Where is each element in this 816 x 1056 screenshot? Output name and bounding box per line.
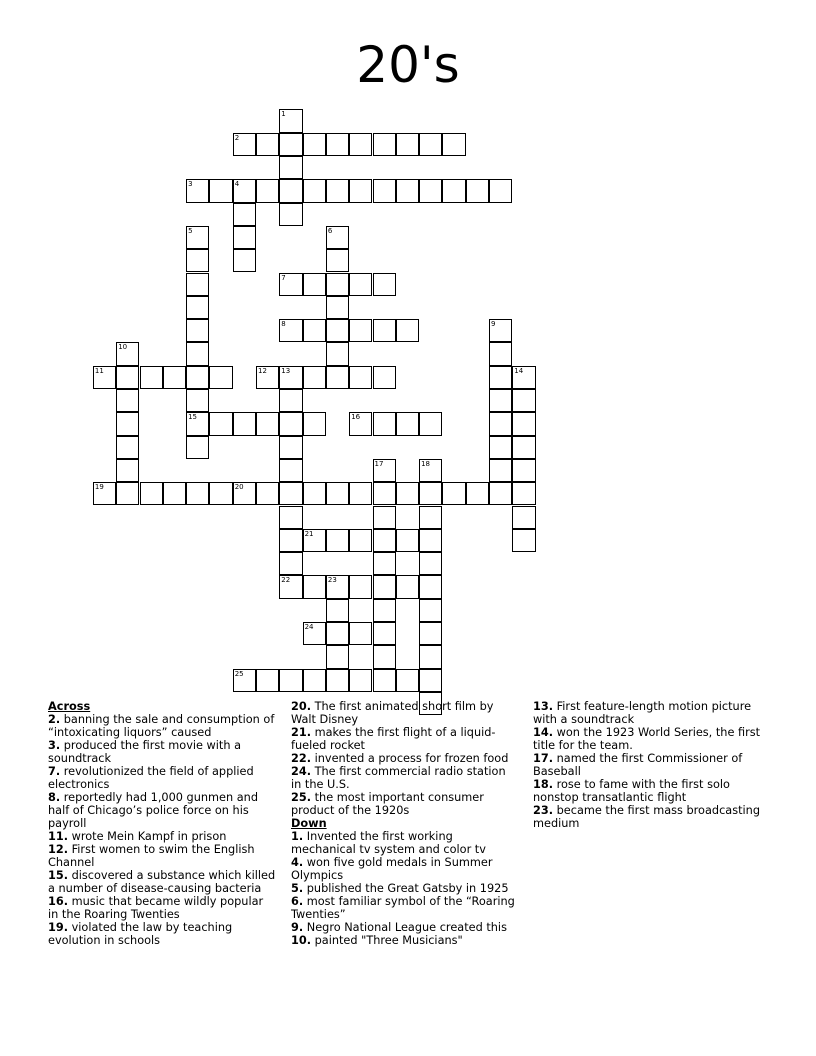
grid-cell[interactable]	[419, 622, 442, 645]
clue-number: 15	[188, 413, 198, 422]
grid-cell[interactable]	[373, 412, 396, 435]
grid-cell[interactable]	[209, 366, 232, 389]
grid-cell[interactable]	[349, 575, 372, 598]
clue-number: 25	[234, 669, 244, 678]
grid-cell[interactable]	[373, 669, 396, 692]
grid-cell[interactable]	[349, 622, 372, 645]
grid-cell[interactable]	[326, 179, 349, 202]
clue-number: 17	[374, 459, 384, 468]
grid-cell[interactable]	[279, 529, 302, 552]
puzzle-title: 20's	[356, 36, 460, 94]
clue-number: 9	[491, 320, 496, 329]
grid-cell[interactable]	[373, 575, 396, 598]
clue-number: 13	[281, 366, 291, 375]
grid-cell[interactable]	[326, 342, 349, 365]
across-heading: Across	[48, 700, 91, 713]
grid-cell[interactable]	[349, 133, 372, 156]
grid-cell[interactable]	[279, 436, 302, 459]
grid-cell[interactable]	[209, 412, 232, 435]
grid-cell[interactable]	[326, 273, 349, 296]
grid-cell[interactable]	[489, 436, 512, 459]
grid-cell[interactable]	[489, 342, 512, 365]
clue-number: 6	[327, 226, 333, 235]
grid-cell[interactable]	[279, 669, 302, 692]
grid-cell[interactable]	[349, 669, 372, 692]
clue-across-7: 7. revolutionized the field of applied electronics	[48, 765, 254, 791]
grid-cell[interactable]	[373, 179, 396, 202]
grid-cell[interactable]	[326, 366, 349, 389]
clue-across-12: 12. First women to swim the English Channel	[48, 843, 255, 869]
grid-cell[interactable]	[256, 179, 279, 202]
grid-cell[interactable]	[466, 482, 489, 505]
grid-cell[interactable]	[116, 482, 139, 505]
clue-across-19: 19. violated the law by teaching evolution in schools	[48, 921, 233, 947]
grid-cell[interactable]	[163, 366, 186, 389]
grid-cell[interactable]	[303, 412, 326, 435]
grid-cell[interactable]	[279, 575, 302, 598]
grid-cell[interactable]	[256, 482, 279, 505]
clue-number: 18	[421, 459, 431, 468]
clue-number: 19	[94, 483, 104, 492]
grid-cell[interactable]	[116, 459, 139, 482]
grid-cell[interactable]	[326, 622, 349, 645]
grid-cell[interactable]	[419, 459, 442, 482]
grid-cell[interactable]	[466, 179, 489, 202]
grid-cell[interactable]	[373, 529, 396, 552]
grid-cell[interactable]	[326, 249, 349, 272]
grid-cell[interactable]	[419, 669, 442, 692]
grid-cell[interactable]	[442, 482, 465, 505]
grid-cell[interactable]	[116, 342, 139, 365]
clue-number: 11	[94, 366, 104, 375]
clue-down-4: 4. won five gold medals in Summer Olympics	[291, 856, 493, 882]
grid-cell[interactable]	[186, 342, 209, 365]
clue-down-9: 9. Negro National League created this	[291, 921, 507, 934]
clue-across-21: 21. makes the first flight of a liquid-fueled rocket	[291, 726, 496, 752]
grid-cell[interactable]	[140, 482, 163, 505]
grid-cell[interactable]	[396, 575, 419, 598]
grid-cell[interactable]	[489, 179, 512, 202]
grid-cell[interactable]	[233, 412, 256, 435]
grid-cell[interactable]	[512, 482, 535, 505]
grid-cell[interactable]	[93, 366, 116, 389]
grid-cell[interactable]	[186, 366, 209, 389]
grid-cell[interactable]	[489, 412, 512, 435]
grid-cell[interactable]	[303, 575, 326, 598]
grid-cell[interactable]	[373, 482, 396, 505]
grid-cell[interactable]	[419, 529, 442, 552]
grid-cell[interactable]	[303, 273, 326, 296]
grid-cell[interactable]	[186, 226, 209, 249]
clue-number: 21	[304, 529, 314, 538]
grid-cell[interactable]	[279, 459, 302, 482]
grid-cell[interactable]	[419, 506, 442, 529]
grid-cell[interactable]	[279, 552, 302, 575]
clue-down-17: 17. named the first Commissioner of Baseball	[533, 752, 743, 778]
grid-cell[interactable]	[209, 482, 232, 505]
clue-number: 7	[281, 273, 286, 282]
grid-cell[interactable]	[326, 575, 349, 598]
grid-cell[interactable]	[279, 482, 302, 505]
grid-cell[interactable]	[512, 366, 535, 389]
grid-cell[interactable]	[233, 669, 256, 692]
grid-cell[interactable]	[373, 366, 396, 389]
grid-cell[interactable]	[349, 482, 372, 505]
grid-cell[interactable]	[163, 482, 186, 505]
grid-cell[interactable]	[419, 645, 442, 668]
grid-cell[interactable]	[396, 669, 419, 692]
grid-cell[interactable]	[349, 529, 372, 552]
grid-cell[interactable]	[442, 179, 465, 202]
grid-cell[interactable]	[186, 296, 209, 319]
clue-number: 1	[281, 110, 286, 119]
grid-cell[interactable]	[373, 622, 396, 645]
clue-across-11: 11. wrote Mein Kampf in prison	[48, 830, 227, 843]
clue-down-18: 18. rose to fame with the first solo nonstop transatlantic flight	[533, 778, 730, 804]
grid-cell[interactable]	[256, 366, 279, 389]
grid-cell[interactable]	[233, 179, 256, 202]
grid-cell[interactable]	[256, 412, 279, 435]
clue-across-8: 8. reportedly had 1,000 gunmen and half of Chicago’s police force on his payroll	[48, 791, 259, 830]
grid-cell[interactable]	[279, 109, 302, 132]
grid-cell[interactable]	[419, 412, 442, 435]
clue-number: 2	[234, 133, 240, 142]
clues-column-1	[48, 700, 276, 947]
grid-cell[interactable]	[489, 482, 512, 505]
grid-cell[interactable]	[303, 482, 326, 505]
grid-cell[interactable]	[279, 389, 302, 412]
grid-cell[interactable]	[279, 319, 302, 342]
grid-cell[interactable]	[209, 179, 232, 202]
grid-cell[interactable]	[419, 552, 442, 575]
grid-cell[interactable]	[279, 366, 302, 389]
grid-cell[interactable]	[373, 459, 396, 482]
grid-cell[interactable]	[116, 412, 139, 435]
grid-cell[interactable]	[116, 389, 139, 412]
grid-cell[interactable]	[489, 459, 512, 482]
grid-cell[interactable]	[303, 133, 326, 156]
grid-cell[interactable]	[419, 133, 442, 156]
grid-cell[interactable]	[373, 552, 396, 575]
clue-across-20: 20. The first animated short film by Walt Disney	[291, 700, 494, 726]
grid-cell[interactable]	[349, 273, 372, 296]
grid-cell[interactable]	[512, 529, 535, 552]
clue-number: 16	[351, 413, 361, 422]
grid-cell[interactable]	[419, 575, 442, 598]
grid-cell[interactable]	[489, 389, 512, 412]
grid-cell[interactable]	[373, 506, 396, 529]
grid-cell[interactable]	[186, 412, 209, 435]
grid-cell[interactable]	[186, 249, 209, 272]
clues-column-2	[291, 700, 519, 947]
grid-cell[interactable]	[116, 436, 139, 459]
grid-cell[interactable]	[186, 436, 209, 459]
grid-cell[interactable]	[279, 133, 302, 156]
grid-cell[interactable]	[326, 645, 349, 668]
clue-number: 10	[118, 343, 128, 352]
grid-cell[interactable]	[396, 412, 419, 435]
grid-cell[interactable]	[512, 389, 535, 412]
grid-cell[interactable]	[512, 436, 535, 459]
grid-cell[interactable]	[186, 273, 209, 296]
grid-cell[interactable]	[326, 482, 349, 505]
down-heading: Down	[291, 817, 327, 830]
clue-across-2: 2. banning the sale and consumption of “intoxicating liquors” caused	[48, 713, 275, 739]
grid-cell[interactable]	[326, 296, 349, 319]
clue-down-23: 23. became the first mass broadcasting medium	[533, 804, 760, 830]
clues-column-3	[533, 700, 761, 830]
grid-cell[interactable]	[419, 482, 442, 505]
clue-number: 4	[234, 180, 240, 189]
grid-cell[interactable]	[349, 366, 372, 389]
clue-down-1: 1. Invented the first working mechanical tv system and color tv	[291, 830, 486, 856]
grid-cell[interactable]	[326, 133, 349, 156]
grid-cell[interactable]	[512, 506, 535, 529]
grid-cell[interactable]	[186, 319, 209, 342]
clue-down-13: 13. First feature-length motion picture with a soundtrack	[533, 700, 752, 726]
clue-across-22: 22. invented a process for frozen food	[291, 752, 509, 765]
grid-cell[interactable]	[303, 366, 326, 389]
clue-across-15: 15. discovered a substance which killed a number of disease-causing bacteria	[48, 869, 276, 895]
grid-cell[interactable]	[256, 669, 279, 692]
grid-cell[interactable]	[233, 203, 256, 226]
grid-cell[interactable]	[256, 133, 279, 156]
grid-cell[interactable]	[186, 389, 209, 412]
grid-cell[interactable]	[326, 599, 349, 622]
grid-cell[interactable]	[303, 179, 326, 202]
grid-cell[interactable]	[186, 179, 209, 202]
clue-across-25: 25. the most important consumer product of the 1920s	[291, 791, 484, 817]
grid-cell[interactable]	[326, 319, 349, 342]
clue-number: 14	[514, 366, 524, 375]
grid-cell[interactable]	[396, 133, 419, 156]
clue-down-14: 14. won the 1923 World Series, the first title for the team.	[533, 726, 761, 752]
clue-number: 20	[234, 483, 244, 492]
grid-cell[interactable]	[186, 482, 209, 505]
clue-number: 5	[188, 226, 193, 235]
grid-cell[interactable]	[373, 599, 396, 622]
clue-number: 3	[188, 180, 193, 189]
grid-cell[interactable]	[419, 599, 442, 622]
clue-across-3: 3. produced the first movie with a soundtrack	[48, 739, 242, 765]
grid-cell[interactable]	[326, 529, 349, 552]
clue-number: 8	[281, 320, 286, 329]
grid-cell[interactable]	[303, 669, 326, 692]
grid-cell[interactable]	[373, 645, 396, 668]
grid-cell[interactable]	[303, 622, 326, 645]
grid-cell[interactable]	[396, 482, 419, 505]
clue-across-16: 16. music that became wildly popular in the Roaring Twenties	[48, 895, 264, 921]
grid-cell[interactable]	[303, 529, 326, 552]
grid-cell[interactable]	[303, 319, 326, 342]
grid-cell[interactable]	[233, 249, 256, 272]
clue-across-24: 24. The first commercial radio station in the U.S.	[291, 765, 506, 791]
grid-cell[interactable]	[93, 482, 116, 505]
clue-number: 23	[327, 576, 337, 585]
grid-cell[interactable]	[396, 179, 419, 202]
grid-cell[interactable]	[279, 506, 302, 529]
grid-cell[interactable]	[116, 366, 139, 389]
grid-cell[interactable]	[442, 133, 465, 156]
clue-down-5: 5. published the Great Gatsby in 1925	[291, 882, 509, 895]
grid-cell[interactable]	[349, 319, 372, 342]
grid-cell[interactable]	[396, 319, 419, 342]
grid-cell[interactable]	[233, 133, 256, 156]
grid-cell[interactable]	[373, 133, 396, 156]
grid-cell[interactable]	[349, 412, 372, 435]
grid-cell[interactable]	[326, 226, 349, 249]
grid-cell[interactable]	[419, 179, 442, 202]
clue-down-10: 10. painted "Three Musicians"	[291, 934, 463, 947]
grid-cell[interactable]	[279, 412, 302, 435]
grid-cell[interactable]	[279, 179, 302, 202]
grid-cell[interactable]	[326, 669, 349, 692]
grid-cell[interactable]	[233, 226, 256, 249]
grid-cell[interactable]	[373, 273, 396, 296]
clue-number: 22	[281, 576, 291, 585]
clue-number: 12	[258, 366, 267, 375]
clue-number: 24	[304, 623, 314, 631]
grid-cell[interactable]	[279, 203, 302, 226]
grid-cell[interactable]	[279, 273, 302, 296]
grid-cell[interactable]	[489, 366, 512, 389]
grid-cell[interactable]	[349, 179, 372, 202]
clue-down-6: 6. most familiar symbol of the “Roaring Twenties”	[291, 895, 515, 921]
grid-cell[interactable]	[140, 366, 163, 389]
grid-cell[interactable]	[489, 319, 512, 342]
grid-cell[interactable]	[279, 156, 302, 179]
grid-cell[interactable]	[396, 529, 419, 552]
grid-cell[interactable]	[373, 319, 396, 342]
grid-cell[interactable]	[233, 482, 256, 505]
grid-cell[interactable]	[512, 412, 535, 435]
grid-cell[interactable]	[512, 459, 535, 482]
